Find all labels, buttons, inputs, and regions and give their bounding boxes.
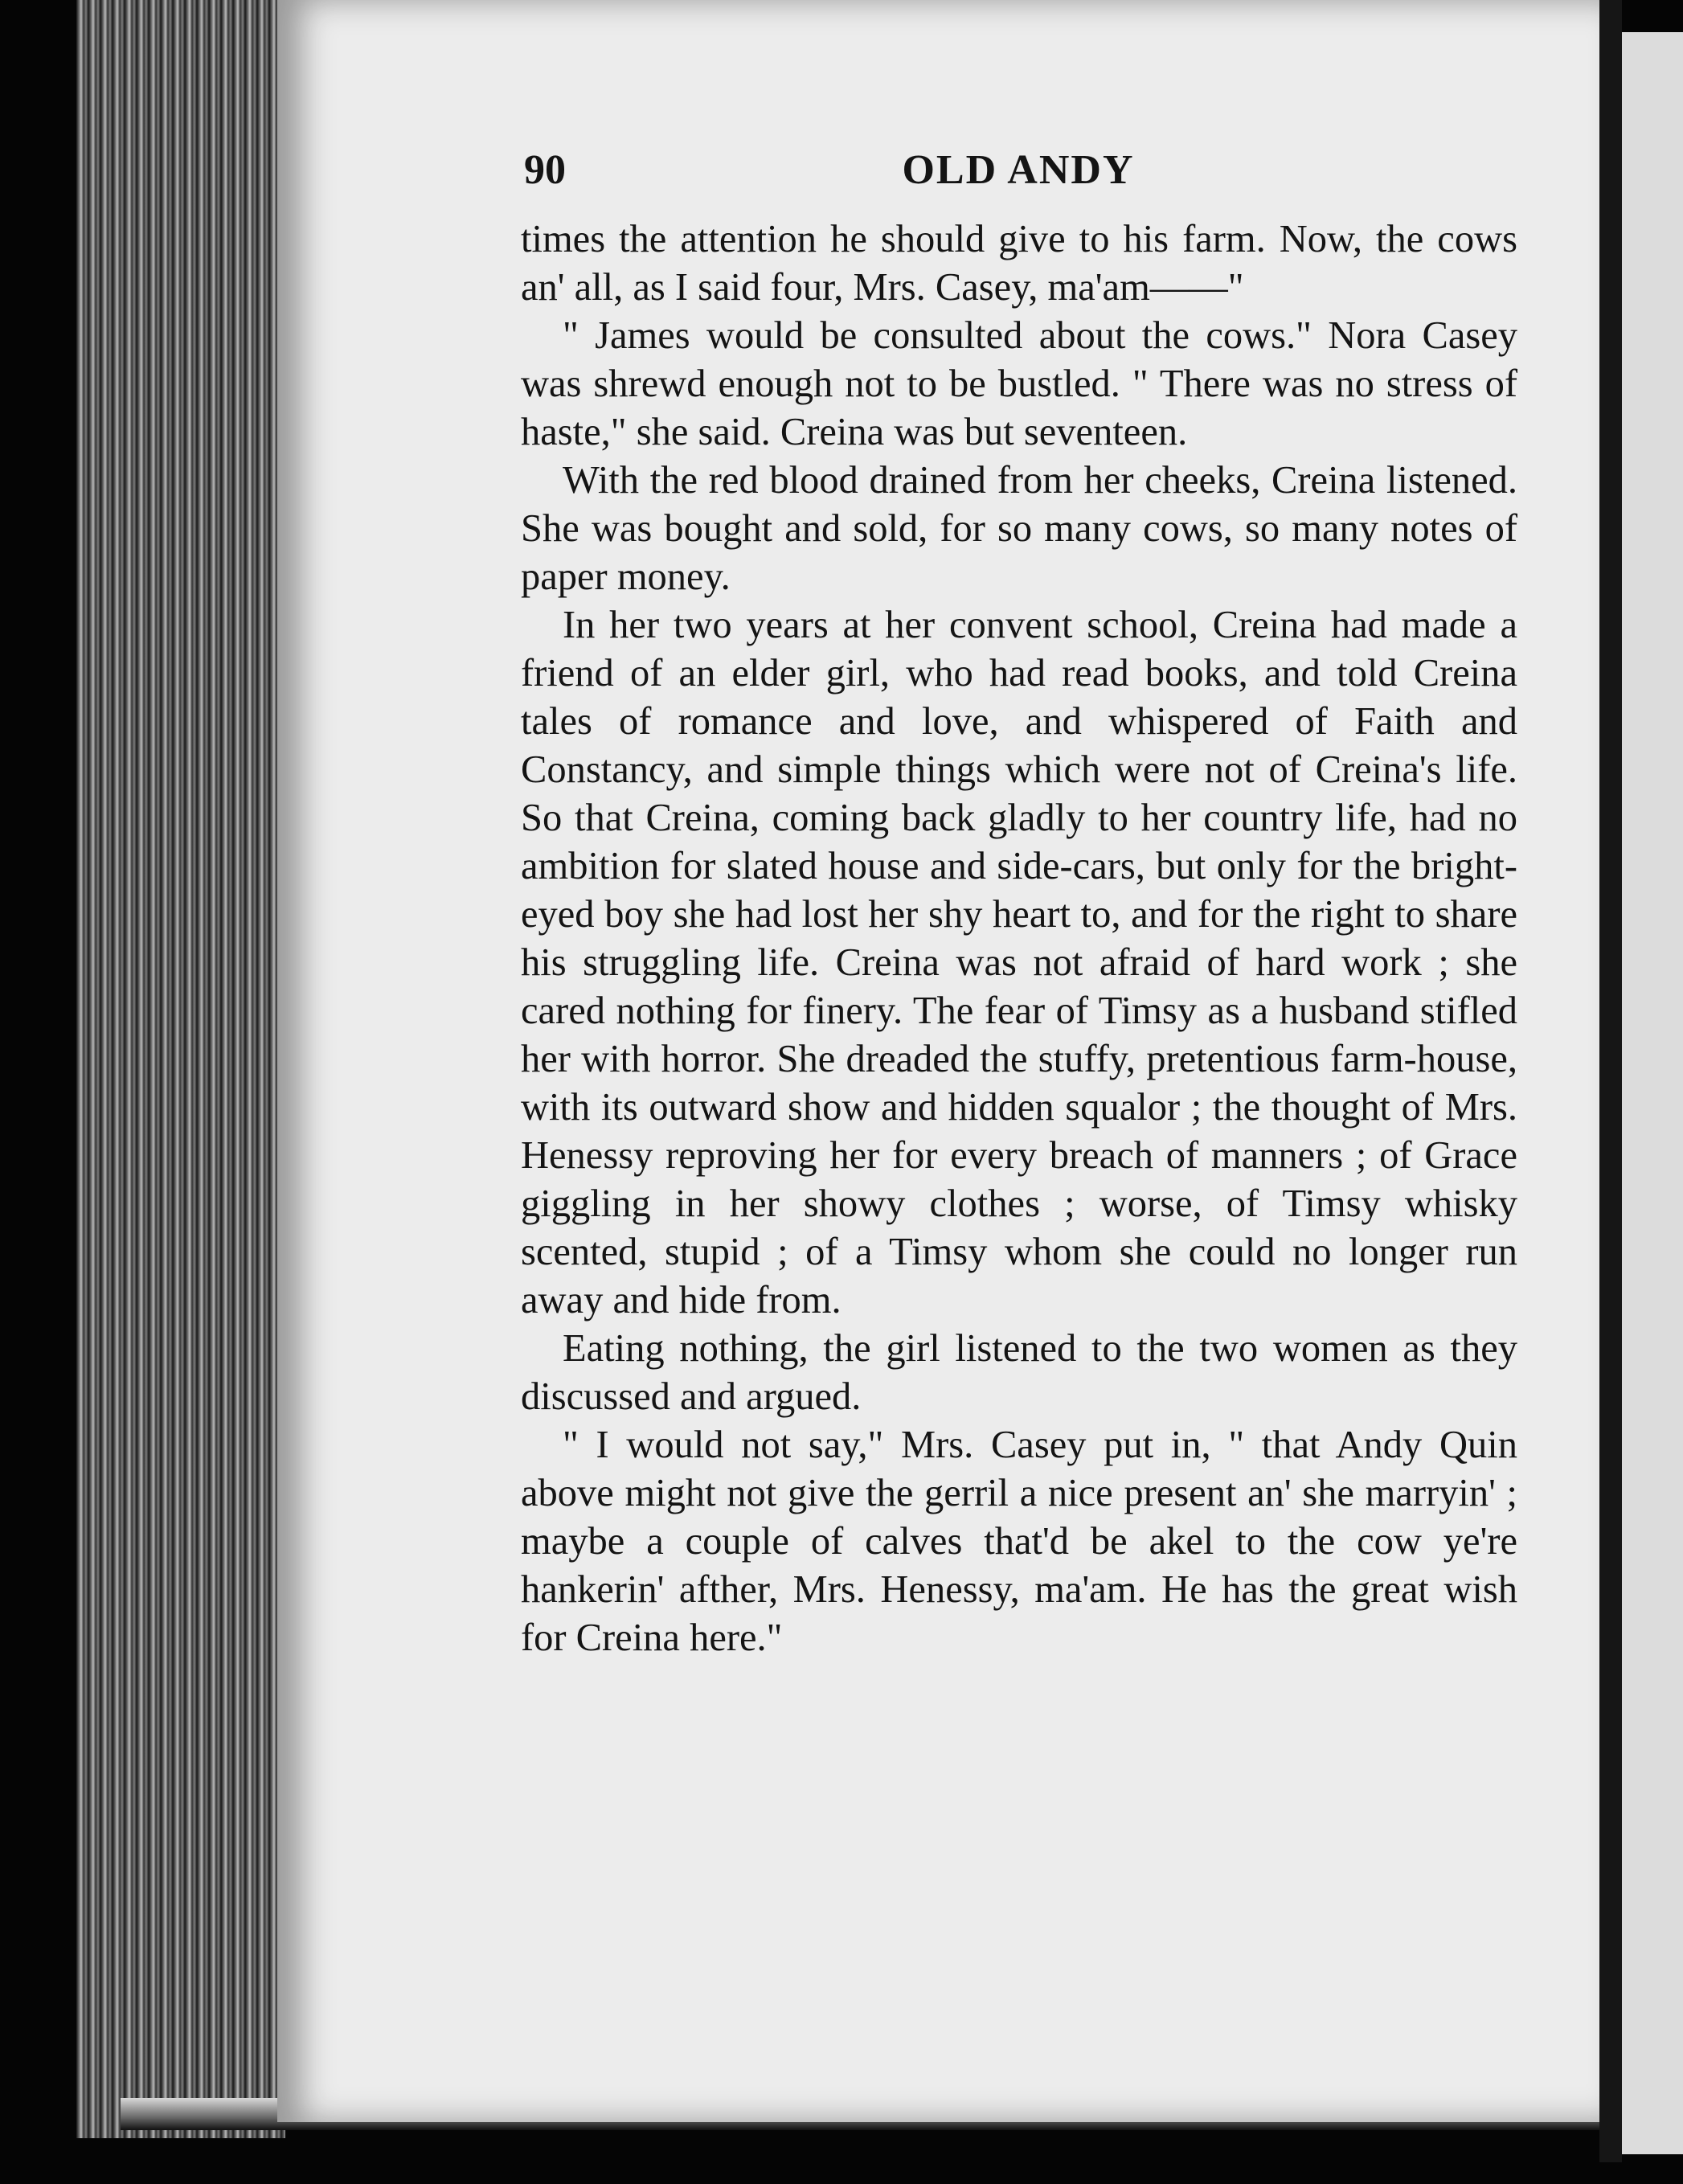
paragraph: Eating nothing, the girl listened to the two women as they discussed and argued. (521, 1327, 1517, 1418)
paragraph: " James would be consulted about the cows." Nora Casey was shrewd enough not to be bustled. " There was no stress of haste," she said. Creina was but seventeen. (521, 314, 1517, 453)
body-text (521, 215, 1517, 1662)
paragraph: In her two years at her convent school, Creina had made a friend of an elder girl, who had read books, and told Creina tales of romance and love, and whispered of Faith and Constancy, and simple things which were not of Creina's life. So that Creina, coming back gladly to her country life, had no ambition for slated house and side-cars, but only for the bright-eyed boy she had lost her shy heart to, and for the right to share his struggling life. Creina was not afraid of hard work ; she cared nothing for finery. The fear of Timsy as a husband stifled her with horror. She dreaded the stuffy, pretentious farm-house, with its outward show and hidden squalor ; the thought of Mrs. Henessy reproving her for every breach of manners ; of Grace giggling in her showy clothes ; worse, of Timsy whisky scented, stupid ; of a Timsy whom she could no longer run away and hide from. (521, 604, 1517, 1321)
paragraph-continued: times the attention he should give to his farm. Now, the cows an' all, as I said four, Mrs. Casey, ma'am——" (521, 218, 1517, 309)
page-number: 90 (524, 147, 566, 193)
paragraph: With the red blood drained from her cheeks, Creina listened. She was bought and sold, for so many cows, so many notes of paper money. (521, 459, 1517, 598)
book-page-edges (76, 0, 285, 2138)
page-header (524, 146, 1513, 203)
book-gutter-shadow (1599, 0, 1622, 2162)
paragraph: " I would not say," Mrs. Casey put in, " that Andy Quin above might not give the gerril a nice present an' she marryin' ; maybe a couple of calves that'd be akel to the cow ye're hankerin' afther, Mrs. Henessy, ma'am. He has the great wish for Creina here." (521, 1424, 1517, 1659)
running-title: OLD ANDY (902, 147, 1135, 193)
facing-page-edge (1622, 32, 1683, 2154)
